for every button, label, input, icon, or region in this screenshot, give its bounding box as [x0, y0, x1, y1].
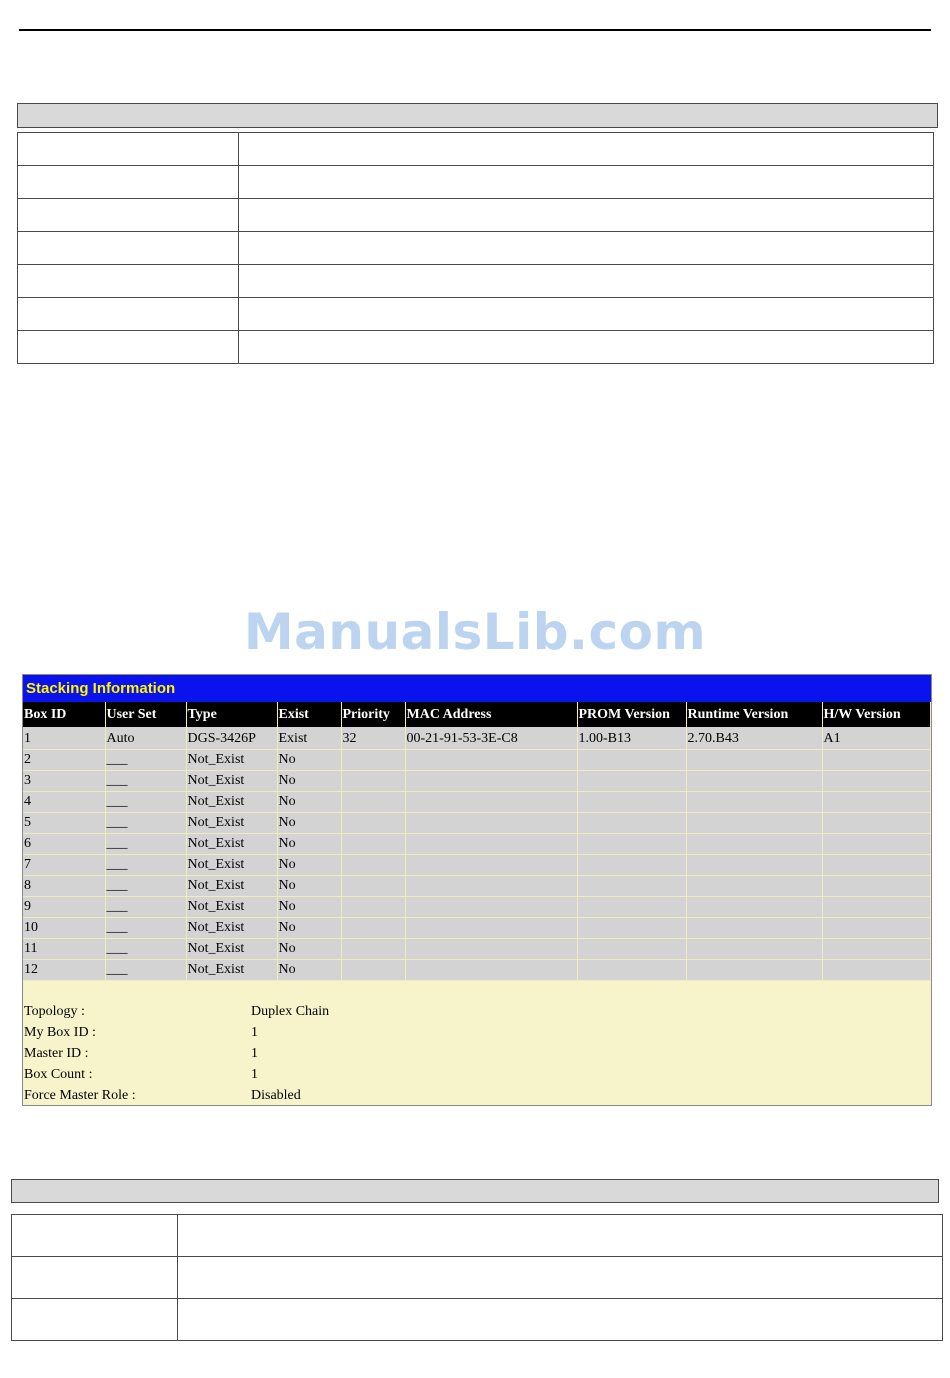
table-cell: [178, 1215, 943, 1257]
table-cell: [18, 232, 239, 265]
table-cell: [18, 331, 239, 364]
cell-runtime-version: [686, 918, 822, 939]
cell-mac-address: [405, 960, 577, 981]
cell-runtime-version: [686, 834, 822, 855]
table-row: [23, 813, 931, 834]
cell-priority: [341, 771, 405, 792]
table-cell: [239, 232, 934, 265]
table-cell: [18, 298, 239, 331]
cell-h-w-version: [822, 834, 931, 855]
cell-priority: [341, 918, 405, 939]
cell-runtime-version: [686, 876, 822, 897]
cell-priority: [341, 960, 405, 981]
table-header-bar-top: [17, 103, 938, 128]
table-cell: [18, 133, 239, 166]
cell-exist: Exist: [277, 727, 341, 750]
table-row: [12, 1257, 943, 1299]
cell-h-w-version: [822, 771, 931, 792]
table-cell: [18, 199, 239, 232]
stacking-table-body: [23, 727, 931, 981]
cell-h-w-version: [822, 813, 931, 834]
cell-prom-version: [577, 876, 686, 897]
table-row: [23, 897, 931, 918]
cell-box-id: 11: [23, 939, 105, 960]
table-cell: [239, 199, 934, 232]
cell-prom-version: [577, 918, 686, 939]
summary-row: [23, 1085, 931, 1106]
table-cell: [239, 166, 934, 199]
table-row: [23, 792, 931, 813]
table-row: [23, 960, 931, 981]
cell-type: Not_Exist: [186, 750, 277, 771]
cell-type: Not_Exist: [186, 939, 277, 960]
cell-priority: [341, 939, 405, 960]
column-header-h-w-version: H/W Version: [822, 702, 931, 727]
table-cell: [239, 265, 934, 298]
watermark: ManualsLib.com: [243, 603, 707, 661]
cell-mac-address: [405, 792, 577, 813]
summary-value: 1: [251, 1025, 258, 1040]
summary-row: [23, 1022, 931, 1043]
cell-user-set: ___: [105, 876, 186, 897]
table-cell: [239, 298, 934, 331]
cell-h-w-version: A1: [822, 727, 931, 750]
cell-box-id: 2: [23, 750, 105, 771]
cell-prom-version: [577, 813, 686, 834]
table-cell: [18, 265, 239, 298]
table-row: [23, 834, 931, 855]
cell-runtime-version: [686, 960, 822, 981]
cell-prom-version: 1.00-B13: [577, 727, 686, 750]
cell-prom-version: [577, 750, 686, 771]
cell-type: Not_Exist: [186, 876, 277, 897]
summary-value: Disabled: [251, 1088, 301, 1103]
cell-mac-address: [405, 876, 577, 897]
column-header-priority: Priority: [341, 702, 405, 727]
cell-box-id: 10: [23, 918, 105, 939]
cell-mac-address: [405, 771, 577, 792]
cell-priority: [341, 792, 405, 813]
top-divider: [19, 29, 931, 31]
cell-prom-version: [577, 771, 686, 792]
cell-user-set: ___: [105, 918, 186, 939]
table-cell: [178, 1257, 943, 1299]
cell-user-set: ___: [105, 939, 186, 960]
cell-mac-address: [405, 813, 577, 834]
cell-box-id: 8: [23, 876, 105, 897]
column-header-box-id: Box ID: [23, 702, 105, 727]
cell-h-w-version: [822, 792, 931, 813]
cell-user-set: ___: [105, 813, 186, 834]
cell-user-set: ___: [105, 792, 186, 813]
cell-mac-address: 00-21-91-53-3E-C8: [405, 727, 577, 750]
summary-label: Topology :: [24, 1004, 85, 1019]
cell-type: DGS-3426P: [186, 727, 277, 750]
cell-exist: No: [277, 834, 341, 855]
parameter-table-bottom: [11, 1214, 943, 1341]
table-cell: [239, 331, 934, 364]
column-header-user-set: User Set: [105, 702, 186, 727]
cell-type: Not_Exist: [186, 792, 277, 813]
stacking-summary: [23, 1001, 931, 1106]
cell-type: Not_Exist: [186, 855, 277, 876]
cell-runtime-version: [686, 897, 822, 918]
cell-runtime-version: [686, 939, 822, 960]
table-cell: [12, 1299, 178, 1341]
table-row: [18, 331, 934, 364]
cell-priority: [341, 855, 405, 876]
table-row: [18, 133, 934, 166]
summary-row: [23, 1043, 931, 1064]
cell-prom-version: [577, 960, 686, 981]
summary-label: Force Master Role :: [24, 1088, 136, 1103]
table-row: [23, 727, 931, 750]
cell-runtime-version: [686, 771, 822, 792]
cell-box-id: 4: [23, 792, 105, 813]
table-row: [18, 298, 934, 331]
cell-user-set: Auto: [105, 727, 186, 750]
cell-exist: No: [277, 771, 341, 792]
cell-mac-address: [405, 939, 577, 960]
summary-row: [23, 1064, 931, 1085]
stacking-information-panel: [22, 674, 932, 1106]
cell-mac-address: [405, 855, 577, 876]
table-header-row: [23, 702, 931, 727]
cell-user-set: ___: [105, 750, 186, 771]
cell-box-id: 9: [23, 897, 105, 918]
table-header-bar-bottom: [11, 1179, 939, 1203]
table-row: [23, 750, 931, 771]
cell-h-w-version: [822, 855, 931, 876]
table-row: [18, 199, 934, 232]
cell-user-set: ___: [105, 771, 186, 792]
cell-prom-version: [577, 897, 686, 918]
cell-priority: [341, 834, 405, 855]
table-row: [23, 855, 931, 876]
parameter-table-top: [17, 132, 934, 364]
cell-exist: No: [277, 750, 341, 771]
table-row: [18, 265, 934, 298]
summary-value: Duplex Chain: [251, 1004, 330, 1019]
column-header-exist: Exist: [277, 702, 341, 727]
column-header-prom-version: PROM Version: [577, 702, 686, 727]
cell-runtime-version: [686, 750, 822, 771]
table-row: [23, 918, 931, 939]
summary-label: My Box ID :: [24, 1025, 96, 1040]
cell-box-id: 3: [23, 771, 105, 792]
summary-value: 1: [251, 1046, 258, 1061]
cell-type: Not_Exist: [186, 834, 277, 855]
table-row: [12, 1215, 943, 1257]
cell-exist: No: [277, 960, 341, 981]
column-header-runtime-version: Runtime Version: [686, 702, 822, 727]
cell-runtime-version: [686, 855, 822, 876]
cell-user-set: ___: [105, 834, 186, 855]
cell-box-id: 5: [23, 813, 105, 834]
cell-prom-version: [577, 855, 686, 876]
summary-label: Box Count :: [24, 1067, 93, 1082]
cell-runtime-version: [686, 792, 822, 813]
table-cell: [12, 1257, 178, 1299]
cell-mac-address: [405, 918, 577, 939]
cell-mac-address: [405, 834, 577, 855]
column-header-mac-address: MAC Address: [405, 702, 577, 727]
cell-box-id: 6: [23, 834, 105, 855]
cell-runtime-version: [686, 813, 822, 834]
cell-h-w-version: [822, 918, 931, 939]
table-row: [23, 939, 931, 960]
cell-h-w-version: [822, 750, 931, 771]
cell-prom-version: [577, 834, 686, 855]
summary-label: Master ID :: [24, 1046, 89, 1061]
cell-h-w-version: [822, 960, 931, 981]
cell-priority: [341, 876, 405, 897]
cell-exist: No: [277, 897, 341, 918]
cell-h-w-version: [822, 939, 931, 960]
cell-user-set: ___: [105, 960, 186, 981]
table-row: [23, 876, 931, 897]
table-cell: [12, 1215, 178, 1257]
cell-exist: No: [277, 939, 341, 960]
cell-user-set: ___: [105, 855, 186, 876]
cell-user-set: ___: [105, 897, 186, 918]
cell-priority: 32: [341, 727, 405, 750]
cell-type: Not_Exist: [186, 918, 277, 939]
cell-priority: [341, 897, 405, 918]
cell-mac-address: [405, 897, 577, 918]
cell-h-w-version: [822, 876, 931, 897]
cell-priority: [341, 813, 405, 834]
table-cell: [178, 1299, 943, 1341]
cell-box-id: 7: [23, 855, 105, 876]
table-row: [18, 232, 934, 265]
summary-row: [23, 1001, 931, 1022]
cell-exist: No: [277, 855, 341, 876]
table-row: [18, 166, 934, 199]
cell-exist: No: [277, 876, 341, 897]
table-row: [23, 771, 931, 792]
cell-type: Not_Exist: [186, 771, 277, 792]
cell-runtime-version: 2.70.B43: [686, 727, 822, 750]
cell-box-id: 1: [23, 727, 105, 750]
table-cell: [239, 133, 934, 166]
cell-type: Not_Exist: [186, 897, 277, 918]
column-header-type: Type: [186, 702, 277, 727]
panel-title: Stacking Information: [23, 675, 931, 702]
stacking-table: [23, 702, 931, 981]
cell-type: Not_Exist: [186, 960, 277, 981]
cell-mac-address: [405, 750, 577, 771]
cell-exist: No: [277, 918, 341, 939]
table-row: [12, 1299, 943, 1341]
cell-exist: No: [277, 813, 341, 834]
table-cell: [18, 166, 239, 199]
cell-box-id: 12: [23, 960, 105, 981]
summary-value: 1: [251, 1067, 258, 1082]
cell-h-w-version: [822, 897, 931, 918]
cell-prom-version: [577, 792, 686, 813]
cell-exist: No: [277, 792, 341, 813]
cell-type: Not_Exist: [186, 813, 277, 834]
cell-prom-version: [577, 939, 686, 960]
cell-priority: [341, 750, 405, 771]
